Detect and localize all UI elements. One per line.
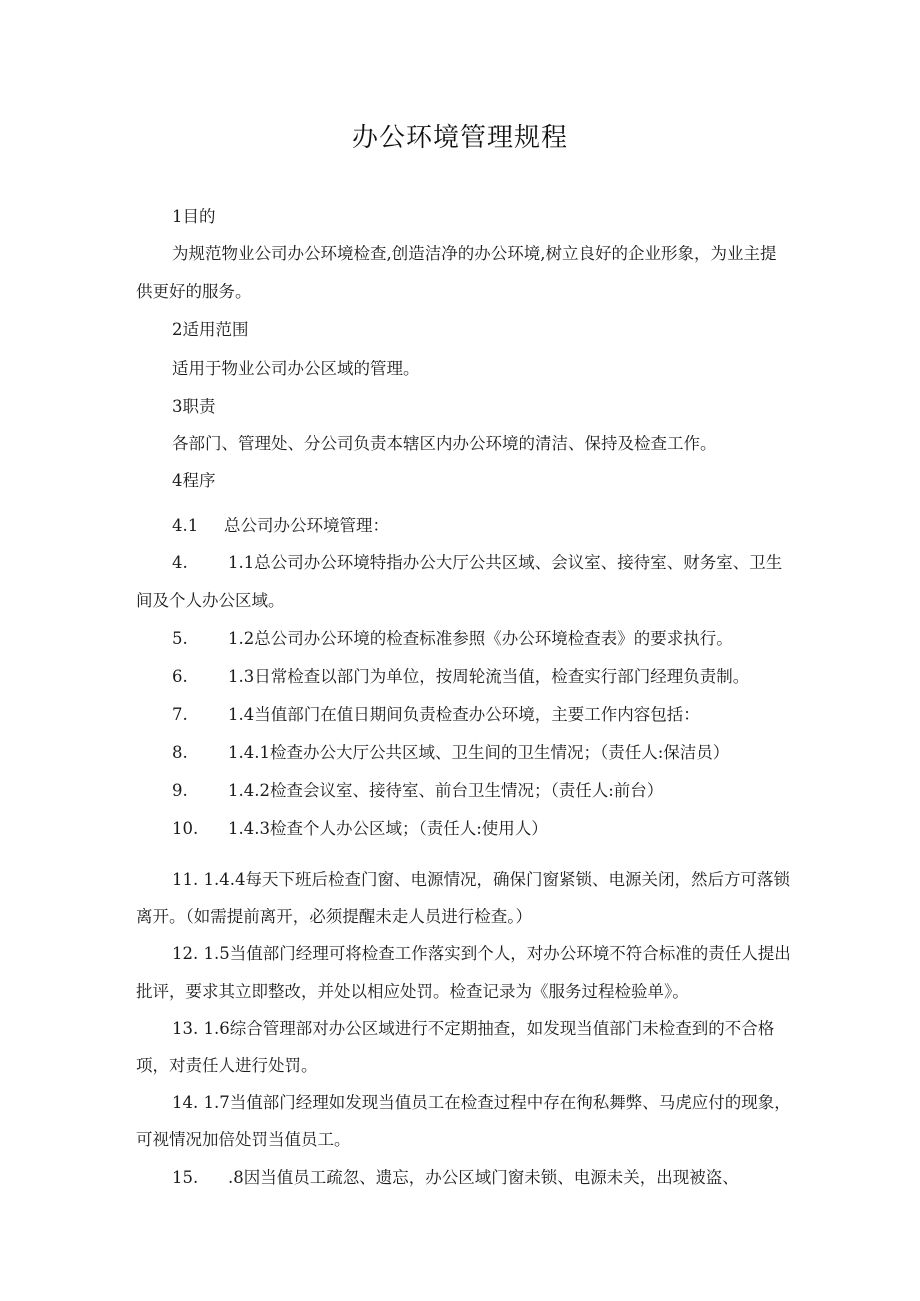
item-7-text: 1.4当值部门在值日期间负责检查办公环境，主要工作内容包括： bbox=[228, 705, 700, 724]
item-14-line-2: 可视情况加倍处罚当值员工。 bbox=[136, 1130, 351, 1149]
item-4-1-text: 总公司办公环境管理： bbox=[224, 516, 389, 535]
item-13-line-2: 项，对责任人进行处罚。 bbox=[136, 1056, 318, 1075]
item-4-text-line-2: 间及个人办公区域。 bbox=[136, 591, 285, 610]
document-title: 办公环境管理规程 bbox=[351, 123, 568, 153]
section-2-heading: 2适用范围 bbox=[172, 320, 249, 339]
item-7 bbox=[172, 703, 700, 727]
item-4-1 bbox=[172, 514, 389, 538]
item-7-number: 7. bbox=[172, 705, 188, 724]
item-15 bbox=[172, 1166, 739, 1190]
item-10-number: 10. bbox=[172, 819, 199, 838]
section-3-heading: 3职责 bbox=[172, 397, 216, 416]
item-5 bbox=[172, 627, 733, 651]
item-6-text: 1.3日常检查以部门为单位，按周轮流当值，检查实行部门经理负责制。 bbox=[228, 667, 750, 686]
section-1-body-line-1: 为规范物业公司办公环境检查,创造洁净的办公环境,树立良好的企业形象，为业主提 bbox=[172, 244, 777, 263]
item-6 bbox=[172, 665, 749, 689]
section-1-heading: 1目的 bbox=[172, 207, 216, 226]
item-15-number: 15. bbox=[172, 1168, 199, 1187]
item-12-line-1: 12. 1.5当值部门经理可将检查工作落实到个人，对办公环境不符合标准的责任人提出 bbox=[172, 944, 791, 963]
item-12-line-2: 批评，要求其立即整改，并处以相应处罚。检查记录为《服务过程检验单》。 bbox=[136, 982, 689, 1001]
item-9 bbox=[172, 779, 663, 803]
item-4-number: 4. bbox=[172, 553, 188, 572]
item-11-line-1: 11. 1.4.4每天下班后检查门窗、电源情况，确保门窗紧锁、电源关闭，然后方可落锁 bbox=[172, 870, 790, 889]
item-4-1-number: 4.1 bbox=[172, 516, 199, 535]
item-8 bbox=[172, 741, 729, 765]
item-13-line-1: 13. 1.6综合管理部对办公区域进行不定期抽查，如发现当值部门未检查到的不合格 bbox=[172, 1019, 775, 1038]
item-6-number: 6. bbox=[172, 667, 188, 686]
section-2-body: 适用于物业公司办公区域的管理。 bbox=[172, 359, 420, 378]
section-4-heading: 4程序 bbox=[172, 471, 216, 490]
item-9-text: 1.4.2检查会议室、接待室、前台卫生情况；（责任人:前台） bbox=[228, 781, 664, 800]
item-5-number: 5. bbox=[172, 629, 188, 648]
item-8-text: 1.4.1检查办公大厅公共区域、卫生间的卫生情况；（责任人:保洁员） bbox=[228, 743, 730, 762]
item-4-text-line-1: 1.1总公司办公环境特指办公大厅公共区域、会议室、接待室、财务室、卫生 bbox=[228, 553, 783, 572]
item-8-number: 8. bbox=[172, 743, 188, 762]
item-10 bbox=[172, 817, 548, 841]
section-3-body: 各部门、管理处、分公司负责本辖区内办公环境的清洁、保持及检查工作。 bbox=[172, 434, 717, 453]
item-14-line-1: 14. 1.7当值部门经理如发现当值员工在检查过程中存在徇私舞弊、马虎应付的现象， bbox=[172, 1093, 791, 1112]
item-4 bbox=[172, 551, 782, 575]
item-10-text: 1.4.3检查个人办公区域；（责任人:使用人） bbox=[228, 819, 548, 838]
item-9-number: 9. bbox=[172, 781, 188, 800]
section-1-body-line-2: 供更好的服务。 bbox=[136, 282, 252, 301]
item-11-line-2: 离开。（如需提前离开，必须提醒未走人员进行检查。） bbox=[136, 907, 532, 926]
item-15-text: .8因当值员工疏忽、遗忘，办公区域门窗未锁、电源未关，出现被盗、 bbox=[228, 1168, 739, 1187]
item-5-text: 1.2总公司办公环境的检查标准参照《办公环境检查表》的要求执行。 bbox=[228, 629, 733, 648]
